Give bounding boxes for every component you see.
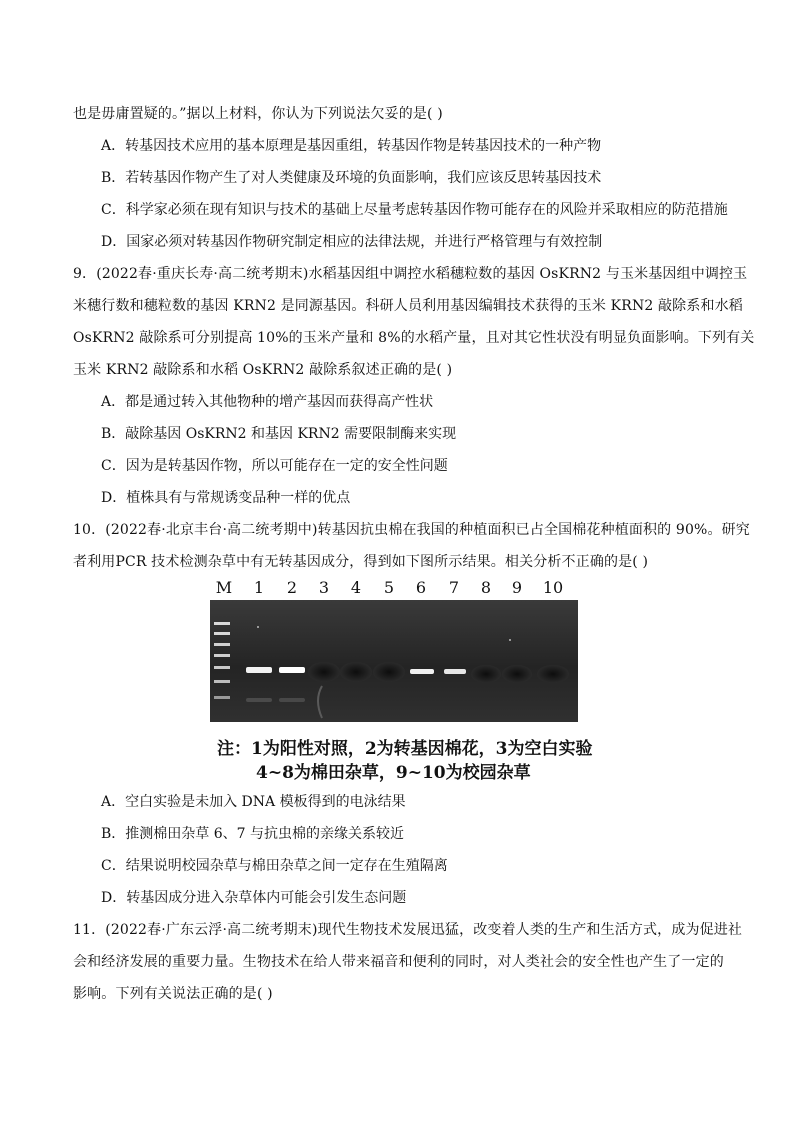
- q10-option-d: D．转基因成分进入杂草体内可能会引发生态问题: [101, 890, 407, 906]
- lane-label-m: M: [215, 578, 233, 597]
- lane-10-smear: [537, 665, 569, 683]
- lane-label-7: 7: [448, 578, 460, 597]
- lane-5-smear: [373, 662, 405, 682]
- q8-option-c: C．科学家必须在现有知识与技术的基础上尽量考虑转基因作物可能存在的风险并采取相应的防范措施: [101, 202, 728, 218]
- q8-option-a: A．转基因技术应用的基本原理是基因重组，转基因作物是转基因技术的一种产物: [101, 138, 602, 154]
- q9-stem-line-4: 玉米 KRN2 敲除系和水稻 OsKRN2 敲除系叙述正确的是( ): [73, 362, 453, 378]
- gel-lane-labels: [210, 578, 580, 598]
- q10-option-b: B．推测棉田杂草 6、7 与抗虫棉的亲缘关系较近: [101, 826, 405, 842]
- lane-label-9: 9: [511, 578, 523, 597]
- q9-stem-line-3: OsKRN2 敲除系可分别提高 10%的玉米产量和 8%的水稻产量，且对其它性状没有明显负面影响。下列有关: [73, 330, 755, 346]
- q10-option-c: C．结果说明校园杂草与棉田杂草之间一定存在生殖隔离: [101, 858, 448, 874]
- q9-stem-line-1: 9．(2022春·重庆长寿·高二统考期末)水稻基因组中调控水稻穗粒数的基因 OsKRN2 与玉米基因组中调控玉: [73, 266, 748, 282]
- lane-4-smear: [340, 662, 372, 682]
- q8-stem-tail: 也是毋庸置疑的。”据以上材料，你认为下列说法欠妥的是( ): [73, 106, 443, 122]
- lane-8-smear: [471, 665, 501, 683]
- q10-stem-line-1: 10．(2022春·北京丰台·高二统考期中)转基因抗虫棉在我国的种植面积已占全国棉花种植面积的 90%。研究: [73, 522, 750, 538]
- lane-9-smear: [502, 665, 532, 683]
- lane-label-2: 2: [286, 578, 298, 597]
- lane-label-8: 8: [480, 578, 492, 597]
- lane-1-faint-band: [246, 698, 272, 702]
- q9-option-b: B．敲除基因 OsKRN2 和基因 KRN2 需要限制酶来实现: [101, 426, 457, 442]
- lane-2-band: [279, 667, 305, 673]
- q9-option-d: D．植株具有与常规诱变品种一样的优点: [101, 490, 351, 506]
- gel-speck: [509, 639, 511, 641]
- figure-note-line-2: 4~8为棉田杂草，9~10为校园杂草: [256, 763, 531, 783]
- figure-note-line-1: 注：1为阳性对照，2为转基因棉花，3为空白实验: [217, 739, 593, 759]
- lane-label-5: 5: [383, 578, 395, 597]
- lane-label-4: 4: [350, 578, 362, 597]
- q8-option-b: B．若转基因作物产生了对人类健康及环境的负面影响，我们应该反思转基因技术: [101, 170, 602, 186]
- q11-stem-line-1: 11．(2022春·广东云浮·高二统考期末)现代生物技术发展迅猛，改变着人类的生产和生活方式，成为促进社: [73, 922, 743, 938]
- q10-option-a: A．空白实验是未加入 DNA 模板得到的电泳结果: [101, 794, 406, 810]
- q9-stem-line-2: 米穗行数和穗粒数的基因 KRN2 是同源基因。科研人员利用基因编辑技术获得的玉米 KRN2 敲除系和水稻: [73, 298, 743, 314]
- lane-6-band: [410, 669, 434, 674]
- lane-2-faint-band: [279, 698, 305, 702]
- q11-stem-line-3: 影响。下列有关说法正确的是( ): [73, 986, 273, 1002]
- lane-label-6: 6: [415, 578, 427, 597]
- lane-label-10: 10: [542, 578, 564, 597]
- q9-option-c: C．因为是转基因作物，所以可能存在一定的安全性问题: [101, 458, 448, 474]
- q11-stem-line-2: 会和经济发展的重要力量。生物技术在给人带来福音和便利的同时，对人类社会的安全性也产生了一定的: [73, 954, 724, 970]
- gel-background: [210, 600, 578, 722]
- lane-label-1: 1: [253, 578, 265, 597]
- q9-option-a: A．都是通过转入其他物种的增产基因而获得高产性状: [101, 394, 434, 410]
- gel-electrophoresis-image: [210, 600, 578, 722]
- q10-stem-line-2: 者利用PCR 技术检测杂草中有无转基因成分，得到如下图所示结果。相关分析不正确的是( ): [73, 554, 649, 570]
- lane-3-smear: [308, 662, 340, 682]
- lane-label-3: 3: [318, 578, 330, 597]
- lane-1-band: [246, 667, 272, 673]
- q8-option-d: D．国家必须对转基因作物研究制定相应的法律法规，并进行严格管理与有效控制: [101, 234, 603, 250]
- lane-7-band: [444, 669, 466, 674]
- gel-speck: [257, 626, 259, 628]
